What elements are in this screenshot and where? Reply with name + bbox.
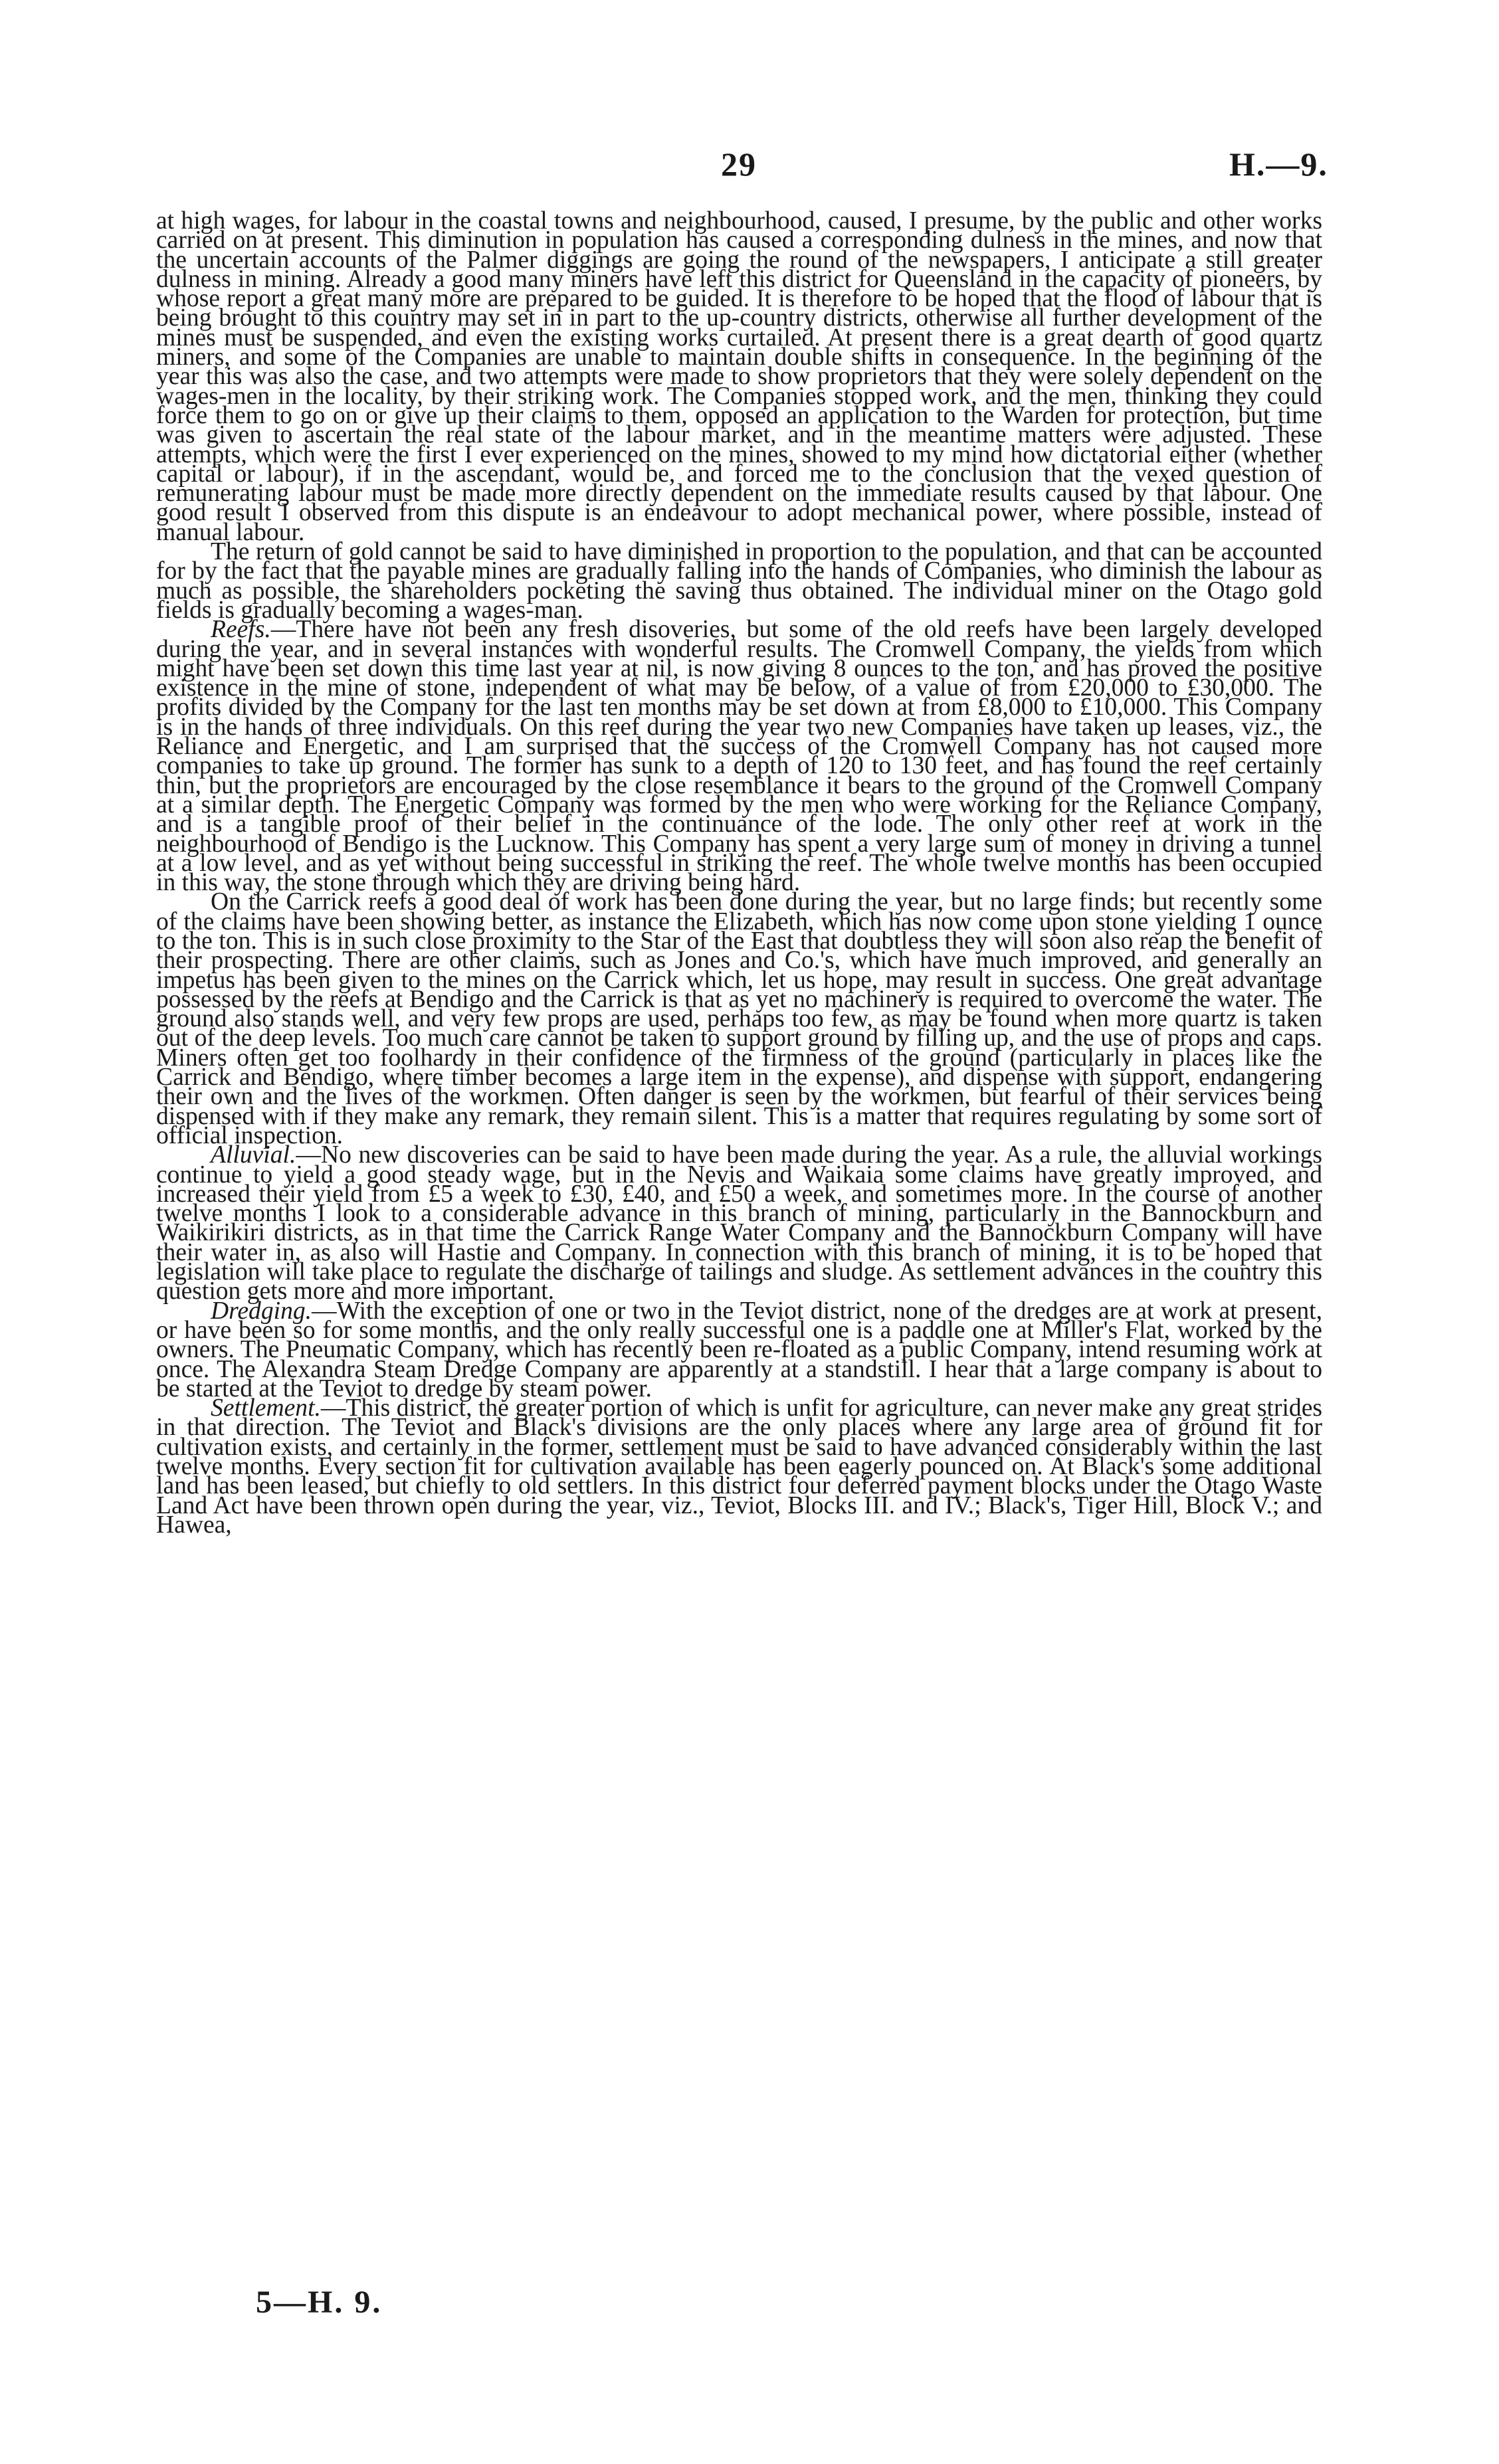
paragraph-text: —With the exception of one or two in the Teviot district, none of the dredges are at work at present, or have been so for some months, and the only really successful one is a paddle one at Miller's Flat, worked by the owners. The Pneumatic Company, which has recently been re-floated as a public Company, intend resuming work at once. The Alexandra Steam Dredge Company are apparently at a standstill. I hear that a large company is about to be started at the Teviot to dredge by steam power.: [156, 1297, 1322, 1402]
paragraph-carrick: [156, 888, 1322, 1149]
paragraph-text: The return of gold cannot be said to have diminished in proportion to the population, and that can be accounted for by the fact that the payable mines are gradually falling into the hands of Companies, who diminish the labour as much as possible, the shareholders pocketing the saving thus obtained. The individual miner on the Otago gold fields is gradually becoming a wages-man.: [156, 538, 1322, 624]
signature-mark: 5—H. 9.: [256, 2285, 383, 2320]
paragraph-text: —There have not been any fresh disoveries, but some of the old reefs have been largely developed during the year, and in several instances with wonderful results. The Cromwell Company, the yields from which might have been set down this time last year at nil, is now giving 8 ounces to the ton, and has proved the positive existence in the mine of stone, independent of what may be below, of a value of from £20,000 to £30,000. The profits divided by the Company for the last ten months may be set down at from £8,000 to £10,000. This Company is in the hands of three individuals. On this reef during the year two new Companies have taken up leases, viz., the Reliance and Energetic, and I am surprised that the success of the Cromwell Company has not caused more companies to take up ground. The former has sunk to a depth of 120 to 130 feet, and has found the reef certainly thin, but the proprietors are encouraged by the close resemblance it bears to the ground of the Cromwell Company at a similar depth. The Energetic Company was formed by the men who were working for the Reliance Company, and is a tangible proof of their belief in the continuance of the lode. The only other reef at work in the neighbourhood of Bendigo is the Lucknow. This Company has spent a very large sum of money in driving a tunnel at a low level, and as yet without being successful in striking the reef. The whole twelve months has been occupied in this way, the stone through which they are driving being hard.: [156, 616, 1322, 897]
paragraph-alluvial: [156, 1141, 1322, 1305]
paragraph-settlement: [156, 1394, 1322, 1539]
paragraph-dredging: [156, 1297, 1322, 1402]
paragraph-text: at high wages, for labour in the coastal towns and neighbourhood, caused, I presume, by the public and other works carried on at present. This diminution in population has caused a corresponding dulness in the mines, and now that the uncertain accounts of the Palmer diggings are going the round of the newspapers, I anticipate a still greater dulness in mining. Already a good many miners have left this district for Queensland in the capacity of pioneers, by whose report a great many more are prepared to be guided. It is therefore to be hoped that the flood of labour that is being brought to this country may set in in part to the up-country districts, otherwise all further development of the mines must be suspended, and even the existing works curtailed. At present there is a great dearth of good quartz miners, and some of the Companies are unable to maintain double shifts in consequence. In the beginning of the year this was also the case, and two attempts were made to show proprietors that they were solely dependent on the wages-men in the locality, by their striking work. The Companies stopped work, and the men, thinking they could force them to go on or give up their claims to them, opposed an application to the Warden for protection, but time was given to ascertain the real state of the labour market, and in the meantime matters were adjusted. These attempts, which were the first I ever experienced on the mines, showed to my mind how dictatorial either (whether capital or labour), if in the ascendant, would be, and forced me to the conclusion that the vexed question of remunerating labour must be made more directly dependent on the immediate results caused by that labour. One good result I observed from this dispute is an endeavour to adopt mechanical power, where possible, instead of manual labour.: [156, 207, 1322, 546]
section-heading-settlement: Settlement.: [211, 1394, 321, 1422]
paragraph-labour: [156, 207, 1322, 546]
report-body: [156, 207, 1322, 1539]
paragraph-reefs: [156, 616, 1322, 897]
section-heading-reefs: Reefs.: [211, 616, 271, 644]
paragraph-gold-return: [156, 538, 1322, 624]
paragraph-text: —No new discoveries can be said to have been made during the year. As a rule, the alluvial workings continue to yield a good steady wage, but in the Nevis and Waikaia some claims have greatly improved, and increased their yield from £5 a week to £30, £40, and £50 a week, and sometimes more. In the course of another twelve months I look to a considerable advance in this branch of mining, particularly in the Bannockburn and Waikirikiri districts, as in that time the Carrick Range Water Company and the Bannockburn Company will have their water in, as also will Hastie and Company. In connection with this branch of mining, it is to be hoped that legislation will take place to regulate the discharge of tailings and sludge. As settlement advances in the country this question gets more and more important.: [156, 1141, 1322, 1305]
paragraph-text: On the Carrick reefs a good deal of work has been done during the year, but no large finds; but recently some of the claims have been showing better, as instance the Elizabeth, which has now come upon stone yielding 1 ounce to the ton. This is in such close proximity to the Star of the East that doubtless they will soon also reap the benefit of their prospecting. There are other claims, such as Jones and Co.'s, which have much improved, and generally an impetus has been given to the mines on the Carrick which, let us hope, may result in success. One great advantage possessed by the reefs at Bendigo and the Carrick is that as yet no machinery is required to overcome the water. The ground also stands well, and very few props are used, perhaps too few, as may be found when more quartz is taken out of the deep levels. Too much care cannot be taken to support ground by filling up, and the use of props and caps. Miners often get too foolhardy in their confidence of the firmness of the ground (particularly in places like the Carrick and Bendigo, where timber becomes a large item in the expense), and dispense with support, endangering their own and the lives of the workmen. Often danger is seen by the workmen, but fearful of their services being dispensed with if they make any remark, they remain silent. This is a matter that requires regulating by some sort of official inspection.: [156, 888, 1322, 1149]
section-heading-alluvial: Alluvial.: [211, 1141, 296, 1169]
page-number: 29: [721, 145, 757, 183]
document-reference: H.—9.: [1229, 145, 1328, 183]
section-heading-dredging: Dredging.: [211, 1297, 312, 1325]
paragraph-text: —This district, the greater portion of which is unfit for agriculture, can never make any great strides in that direction. The Teviot and Black's divisions are the only places where any large area of ground fit for cultivation exists, and certainly in the former, settlement must be said to have advanced considerably within the last twelve months. Every section fit for cultivation available has been eagerly pounced on. At Black's some additional land has been leased, but chiefly to old settlers. In this district four deferred payment blocks under the Otago Waste Land Act have been thrown open during the year, viz., Teviot, Blocks III. and IV.; Black's, Tiger Hill, Block V.; and Hawea,: [156, 1394, 1322, 1539]
page-header: [0, 145, 1499, 191]
